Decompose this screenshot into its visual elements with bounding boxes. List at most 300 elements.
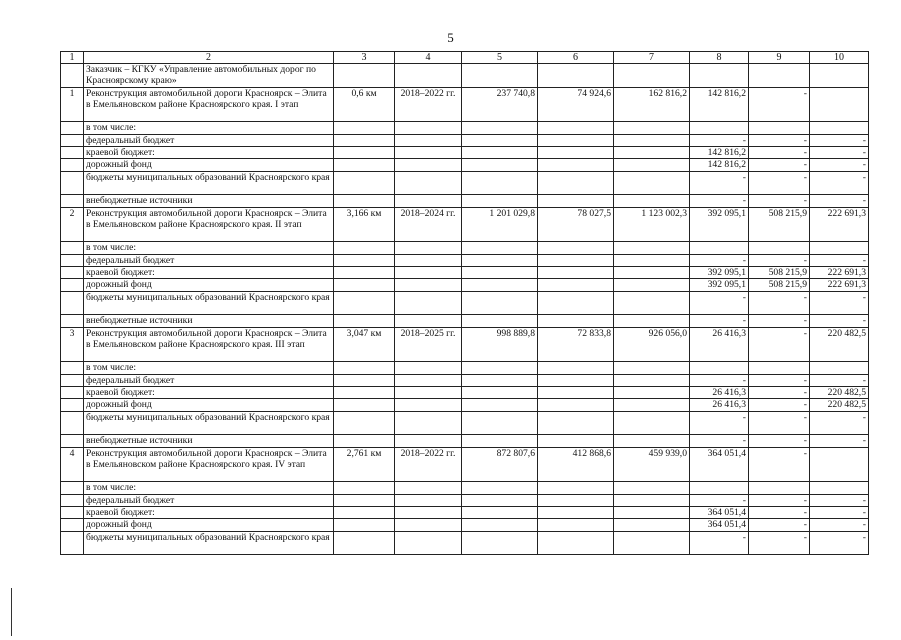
table-cell: - <box>810 195 869 207</box>
table-cell <box>334 195 395 207</box>
table-row <box>61 147 869 159</box>
table-cell <box>749 64 810 88</box>
table-cell: - <box>749 399 810 411</box>
table-cell <box>61 315 84 327</box>
row-label-cell: бюджеты муниципальных образований Красноярского края <box>84 291 334 315</box>
row-label-cell: в том числе: <box>84 242 334 254</box>
table-cell <box>395 279 462 291</box>
table-cell <box>614 267 690 279</box>
table-cell <box>538 531 614 555</box>
table-cell: - <box>690 195 749 207</box>
table-cell: - <box>749 147 810 159</box>
table-cell <box>462 267 538 279</box>
table-cell: 926 056,0 <box>614 327 690 362</box>
row-label-cell: Реконструкция автомобильной дороги Красноярск – Элита в Емельяновском районе Красноярского края. I этап <box>84 87 334 122</box>
table-cell: - <box>810 147 869 159</box>
table-cell <box>462 399 538 411</box>
table-cell: 392 095,1 <box>690 279 749 291</box>
table-cell <box>61 362 84 374</box>
table-cell: - <box>690 291 749 315</box>
table-cell <box>334 387 395 399</box>
table-cell <box>614 147 690 159</box>
table-cell <box>538 482 614 494</box>
table-row <box>61 279 869 291</box>
table-cell <box>538 159 614 171</box>
row-label-cell: в том числе: <box>84 482 334 494</box>
table-cell <box>334 254 395 266</box>
table-row <box>61 171 869 195</box>
table-cell: - <box>810 254 869 266</box>
table-row <box>61 134 869 146</box>
table-cell: - <box>749 494 810 506</box>
table-cell <box>334 482 395 494</box>
table-cell: - <box>810 531 869 555</box>
table-cell: - <box>810 494 869 506</box>
table-cell <box>395 171 462 195</box>
table-cell <box>462 279 538 291</box>
table-cell <box>810 447 869 482</box>
row-label-cell: федеральный бюджет <box>84 134 334 146</box>
table-cell: 508 215,9 <box>749 207 810 242</box>
table-cell: 142 816,2 <box>690 147 749 159</box>
table-cell <box>334 435 395 447</box>
header-cell-6: 6 <box>538 52 614 64</box>
header-cell-10: 10 <box>810 52 869 64</box>
row-label-cell: федеральный бюджет <box>84 254 334 266</box>
table-cell <box>614 494 690 506</box>
table-cell: - <box>690 315 749 327</box>
table-cell: 72 833,8 <box>538 327 614 362</box>
table-cell <box>462 435 538 447</box>
table-cell <box>749 122 810 134</box>
table-cell <box>395 159 462 171</box>
table-cell <box>614 519 690 531</box>
table-row <box>61 195 869 207</box>
table-cell <box>614 134 690 146</box>
table-row <box>61 207 869 242</box>
table-cell <box>810 362 869 374</box>
table-cell <box>614 279 690 291</box>
header-cell-2: 2 <box>84 52 334 64</box>
table-cell <box>61 242 84 254</box>
table-row <box>61 519 869 531</box>
table-cell: 3 <box>61 327 84 362</box>
table-cell: 508 215,9 <box>749 279 810 291</box>
table-cell: - <box>749 411 810 435</box>
table-cell: - <box>810 435 869 447</box>
table-row <box>61 447 869 482</box>
table-cell: 2018–2025 гг. <box>395 327 462 362</box>
table-cell <box>334 171 395 195</box>
table-cell: - <box>749 519 810 531</box>
table-cell <box>395 147 462 159</box>
row-label-cell: в том числе: <box>84 122 334 134</box>
row-label-cell: дорожный фонд <box>84 279 334 291</box>
table-cell <box>614 315 690 327</box>
table-cell <box>61 64 84 88</box>
table-cell <box>395 195 462 207</box>
table-cell <box>61 171 84 195</box>
table-cell: - <box>749 374 810 386</box>
table-cell <box>395 291 462 315</box>
table-row <box>61 374 869 386</box>
table-cell: 2018–2022 гг. <box>395 447 462 482</box>
row-label-cell: внебюджетные источники <box>84 435 334 447</box>
table-cell <box>61 494 84 506</box>
table-row <box>61 64 869 88</box>
table-cell <box>810 482 869 494</box>
table-cell <box>614 531 690 555</box>
row-label-cell: в том числе: <box>84 362 334 374</box>
header-cell-7: 7 <box>614 52 690 64</box>
table-cell <box>334 159 395 171</box>
table-cell <box>462 134 538 146</box>
table-cell <box>538 122 614 134</box>
table-cell <box>614 411 690 435</box>
table-row <box>61 267 869 279</box>
table-cell <box>61 506 84 518</box>
page-number: 5 <box>447 30 454 45</box>
table-cell <box>690 482 749 494</box>
table-cell: - <box>749 531 810 555</box>
table-cell <box>61 254 84 266</box>
table-cell <box>614 195 690 207</box>
table-cell <box>462 242 538 254</box>
table-cell: 364 051,4 <box>690 519 749 531</box>
table-cell <box>334 64 395 88</box>
row-label-cell: дорожный фонд <box>84 399 334 411</box>
table-cell <box>334 279 395 291</box>
table-cell: 364 051,4 <box>690 506 749 518</box>
table-cell: - <box>810 315 869 327</box>
table-cell: - <box>749 254 810 266</box>
table-cell <box>334 519 395 531</box>
table-cell <box>538 362 614 374</box>
table-cell: - <box>810 519 869 531</box>
table-cell <box>690 122 749 134</box>
table-cell <box>538 242 614 254</box>
table-row <box>61 87 869 122</box>
table-cell <box>334 134 395 146</box>
table-cell <box>538 254 614 266</box>
table-cell: - <box>810 134 869 146</box>
table-cell: 3,166 км <box>334 207 395 242</box>
table-cell <box>395 134 462 146</box>
table-cell <box>61 267 84 279</box>
table-cell: - <box>810 506 869 518</box>
table-cell <box>690 64 749 88</box>
header-cell-9: 9 <box>749 52 810 64</box>
table-cell: - <box>810 374 869 386</box>
table-cell: - <box>810 291 869 315</box>
table-cell <box>395 267 462 279</box>
table-cell <box>61 122 84 134</box>
margin-line <box>11 588 12 636</box>
table-cell: - <box>810 159 869 171</box>
table-cell <box>61 519 84 531</box>
table-cell: 222 691,3 <box>810 267 869 279</box>
table-cell <box>614 399 690 411</box>
table-cell <box>538 411 614 435</box>
table-cell <box>614 374 690 386</box>
table-cell <box>395 122 462 134</box>
table-cell: - <box>690 531 749 555</box>
table-cell: 220 482,5 <box>810 399 869 411</box>
table-row <box>61 411 869 435</box>
table-cell <box>462 387 538 399</box>
table-cell <box>538 134 614 146</box>
table-cell: 222 691,3 <box>810 207 869 242</box>
table-cell: 220 482,5 <box>810 387 869 399</box>
table-cell <box>334 315 395 327</box>
table-cell: - <box>690 254 749 266</box>
table-cell: - <box>749 387 810 399</box>
table-row <box>61 506 869 518</box>
table-cell: - <box>810 171 869 195</box>
table-cell <box>334 399 395 411</box>
table-cell <box>538 267 614 279</box>
table-cell <box>395 399 462 411</box>
table-cell: 459 939,0 <box>614 447 690 482</box>
table-cell <box>749 482 810 494</box>
row-label-cell: бюджеты муниципальных образований Красноярского края <box>84 171 334 195</box>
table-row <box>61 482 869 494</box>
table-cell <box>395 519 462 531</box>
header-cell-8: 8 <box>690 52 749 64</box>
header-row <box>61 52 869 64</box>
table-cell <box>749 242 810 254</box>
table-cell <box>538 195 614 207</box>
table-cell: - <box>690 494 749 506</box>
table-cell <box>334 291 395 315</box>
table-cell <box>614 254 690 266</box>
table-cell: 872 807,6 <box>462 447 538 482</box>
table-cell <box>395 506 462 518</box>
table-cell: - <box>749 447 810 482</box>
table-row <box>61 254 869 266</box>
table-row <box>61 159 869 171</box>
table-cell <box>462 122 538 134</box>
table-row <box>61 435 869 447</box>
table-cell: 2018–2024 гг. <box>395 207 462 242</box>
table-cell: - <box>690 374 749 386</box>
table-cell: - <box>749 291 810 315</box>
table-cell <box>462 159 538 171</box>
table-cell <box>61 159 84 171</box>
table-cell <box>462 147 538 159</box>
row-label-cell: бюджеты муниципальных образований Красноярского края <box>84 531 334 555</box>
table-cell <box>538 279 614 291</box>
row-label-cell: внебюджетные источники <box>84 315 334 327</box>
table-cell <box>614 506 690 518</box>
table-cell <box>61 435 84 447</box>
table-cell: 26 416,3 <box>690 327 749 362</box>
table-cell <box>614 387 690 399</box>
header-cell-1: 1 <box>61 52 84 64</box>
table-cell: 3,047 км <box>334 327 395 362</box>
table-cell <box>462 315 538 327</box>
table-row <box>61 494 869 506</box>
table-cell <box>538 519 614 531</box>
table-cell: 364 051,4 <box>690 447 749 482</box>
table-cell <box>395 315 462 327</box>
table-cell <box>61 147 84 159</box>
table-cell <box>61 411 84 435</box>
table-cell <box>395 531 462 555</box>
table-cell <box>334 147 395 159</box>
table-cell <box>334 506 395 518</box>
table-cell <box>395 411 462 435</box>
table-cell <box>462 411 538 435</box>
table-cell: - <box>690 171 749 195</box>
row-label-cell: краевой бюджет: <box>84 506 334 518</box>
table-cell <box>61 387 84 399</box>
table-row <box>61 362 869 374</box>
table-cell <box>462 494 538 506</box>
table-cell <box>462 362 538 374</box>
table-cell <box>334 411 395 435</box>
table-cell: 222 691,3 <box>810 279 869 291</box>
table-cell <box>61 399 84 411</box>
table-cell <box>538 387 614 399</box>
table-row <box>61 531 869 555</box>
table-cell <box>538 315 614 327</box>
table-cell <box>614 435 690 447</box>
row-label-cell: Заказчик – КГКУ «Управление автомобильных дорог по Красноярскому краю» <box>84 64 334 88</box>
table-cell <box>462 482 538 494</box>
row-label-cell: федеральный бюджет <box>84 374 334 386</box>
table-cell <box>334 267 395 279</box>
table-cell <box>810 64 869 88</box>
table-cell: 392 095,1 <box>690 207 749 242</box>
table-cell: - <box>749 159 810 171</box>
table-cell <box>334 362 395 374</box>
table-cell <box>810 122 869 134</box>
table-cell <box>334 494 395 506</box>
row-label-cell: краевой бюджет: <box>84 147 334 159</box>
table-cell <box>334 242 395 254</box>
table-cell <box>538 291 614 315</box>
table-cell: - <box>749 87 810 122</box>
table-row <box>61 315 869 327</box>
table-cell <box>462 519 538 531</box>
table-cell <box>614 291 690 315</box>
table-row <box>61 327 869 362</box>
table-cell <box>462 195 538 207</box>
table-cell: 4 <box>61 447 84 482</box>
table-row <box>61 387 869 399</box>
table-cell: 392 095,1 <box>690 267 749 279</box>
table-cell <box>462 64 538 88</box>
table-cell <box>61 531 84 555</box>
table-cell: 26 416,3 <box>690 387 749 399</box>
table-cell: 2,761 км <box>334 447 395 482</box>
table-cell: - <box>690 435 749 447</box>
table-cell: 237 740,8 <box>462 87 538 122</box>
table-row <box>61 122 869 134</box>
table-cell: 78 027,5 <box>538 207 614 242</box>
table-cell <box>462 506 538 518</box>
table-cell <box>334 374 395 386</box>
table-cell: - <box>749 171 810 195</box>
table-cell <box>614 171 690 195</box>
table-cell: 508 215,9 <box>749 267 810 279</box>
table-cell <box>395 254 462 266</box>
table-cell <box>395 362 462 374</box>
table-cell <box>690 362 749 374</box>
table-cell <box>538 435 614 447</box>
table-cell <box>61 134 84 146</box>
table-row <box>61 291 869 315</box>
table-cell <box>462 254 538 266</box>
table-cell <box>538 147 614 159</box>
table-cell <box>614 122 690 134</box>
table-cell <box>614 242 690 254</box>
table-cell: 998 889,8 <box>462 327 538 362</box>
table-cell: - <box>810 411 869 435</box>
table-cell: 412 868,6 <box>538 447 614 482</box>
table-cell <box>462 291 538 315</box>
table-cell <box>538 374 614 386</box>
table-cell <box>61 482 84 494</box>
row-label-cell: внебюджетные источники <box>84 195 334 207</box>
table-cell: - <box>749 195 810 207</box>
table-cell: 1 123 002,3 <box>614 207 690 242</box>
table-cell: - <box>749 327 810 362</box>
table-cell: - <box>749 435 810 447</box>
table-cell: 26 416,3 <box>690 399 749 411</box>
table-cell <box>810 242 869 254</box>
row-label-cell: дорожный фонд <box>84 519 334 531</box>
table-cell <box>462 531 538 555</box>
row-label-cell: Реконструкция автомобильной дороги Красноярск – Элита в Емельяновском районе Красноярского края. III этап <box>84 327 334 362</box>
table-cell <box>538 64 614 88</box>
table-cell <box>538 506 614 518</box>
table-cell <box>462 374 538 386</box>
table-cell: - <box>749 134 810 146</box>
row-label-cell: краевой бюджет: <box>84 387 334 399</box>
row-label-cell: Реконструкция автомобильной дороги Красноярск – Элита в Емельяновском районе Красноярского края. II этап <box>84 207 334 242</box>
table-cell: - <box>690 134 749 146</box>
table-cell <box>395 374 462 386</box>
table-cell <box>749 362 810 374</box>
table-cell: 1 <box>61 87 84 122</box>
table-cell <box>61 195 84 207</box>
table-cell: 220 482,5 <box>810 327 869 362</box>
table-row <box>61 242 869 254</box>
table-cell <box>61 291 84 315</box>
table-cell <box>538 171 614 195</box>
header-cell-3: 3 <box>334 52 395 64</box>
row-label-cell: федеральный бюджет <box>84 494 334 506</box>
table-cell <box>538 494 614 506</box>
table-cell <box>334 122 395 134</box>
table-cell <box>395 242 462 254</box>
table-cell <box>395 482 462 494</box>
table-cell: 1 201 029,8 <box>462 207 538 242</box>
row-label-cell: бюджеты муниципальных образований Красноярского края <box>84 411 334 435</box>
table-row <box>61 399 869 411</box>
table-cell <box>614 362 690 374</box>
table-cell: - <box>749 506 810 518</box>
table-cell <box>690 242 749 254</box>
row-label-cell: краевой бюджет: <box>84 267 334 279</box>
header-cell-4: 4 <box>395 52 462 64</box>
table-cell: 2 <box>61 207 84 242</box>
table-cell <box>395 494 462 506</box>
row-label-cell: Реконструкция автомобильной дороги Красноярск – Элита в Емельяновском районе Красноярского края. IV этап <box>84 447 334 482</box>
table-cell <box>395 64 462 88</box>
